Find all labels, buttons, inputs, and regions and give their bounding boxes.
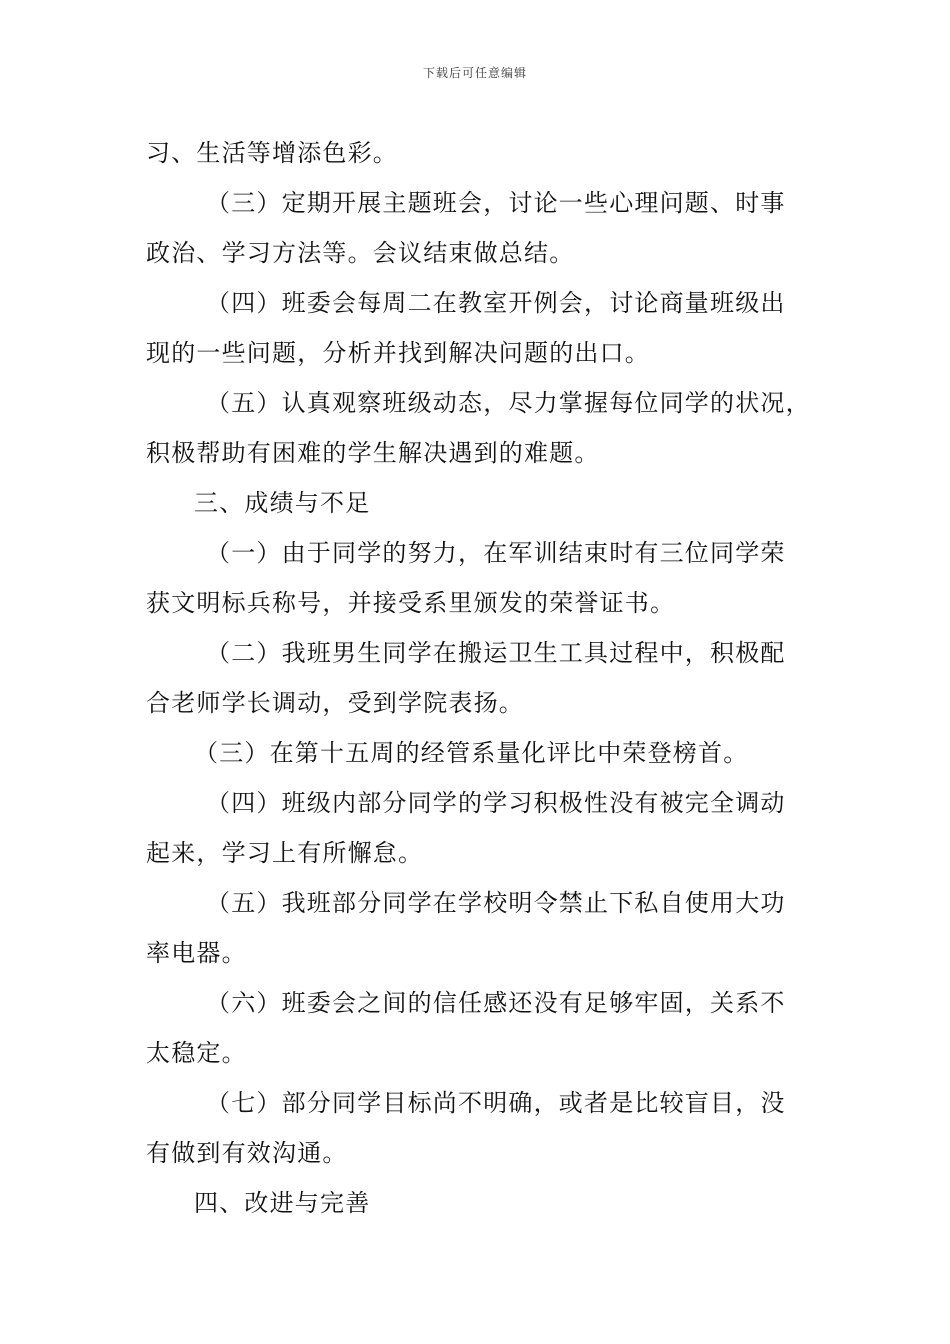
paragraph-line: （四）班级内部分同学的学习积极性没有被完全调动 <box>206 789 786 817</box>
paragraph-line: 获文明标兵称号，并接受系里颁发的荣誉证书。 <box>146 589 676 617</box>
paragraph-line: 习、生活等增添色彩。 <box>146 139 398 167</box>
paragraph-line: （六）班委会之间的信任感还没有足够牢固，关系不 <box>206 989 786 1017</box>
paragraph-line: （二）我班男生同学在搬运卫生工具过程中，积极配 <box>206 639 786 667</box>
paragraph-line: （七）部分同学目标尚不明确，或者是比较盲目，没 <box>206 1089 786 1117</box>
section-heading: 四、改进与完善 <box>194 1189 371 1217</box>
paragraph-line: 现的一些问题，分析并找到解决问题的出口。 <box>146 339 650 367</box>
paragraph-line: 太稳定。 <box>146 1039 247 1067</box>
document-body <box>146 128 811 1228</box>
paragraph-line: 起来，学习上有所懈怠。 <box>146 839 424 867</box>
paragraph-line: （三）定期开展主题班会，讨论一些心理问题、时事 <box>206 189 786 217</box>
paragraph-line: 政治、学习方法等。会议结束做总结。 <box>146 239 575 267</box>
paragraph-line: （三）在第十五周的经管系量化评比中荣登榜首。 <box>194 739 749 767</box>
paragraph-line: 率电器。 <box>146 939 247 967</box>
paragraph-line: 合老师学长调动，受到学院表扬。 <box>146 689 524 717</box>
paragraph-line: （一）由于同学的努力，在军训结束时有三位同学荣 <box>206 539 786 567</box>
page-header: 下载后可任意编辑 <box>422 66 527 80</box>
paragraph-line: 积极帮助有困难的学生解决遇到的难题。 <box>146 439 600 467</box>
paragraph-line: （四）班委会每周二在教室开例会，讨论商量班级出 <box>206 289 786 317</box>
paragraph-line: （五）认真观察班级动态，尽力掌握每位同学的状况， <box>206 389 811 417</box>
paragraph-line: 有做到有效沟通。 <box>146 1139 348 1167</box>
section-heading: 三、成绩与不足 <box>194 489 371 517</box>
paragraph-line: （五）我班部分同学在学校明令禁止下私自使用大功 <box>206 889 786 917</box>
